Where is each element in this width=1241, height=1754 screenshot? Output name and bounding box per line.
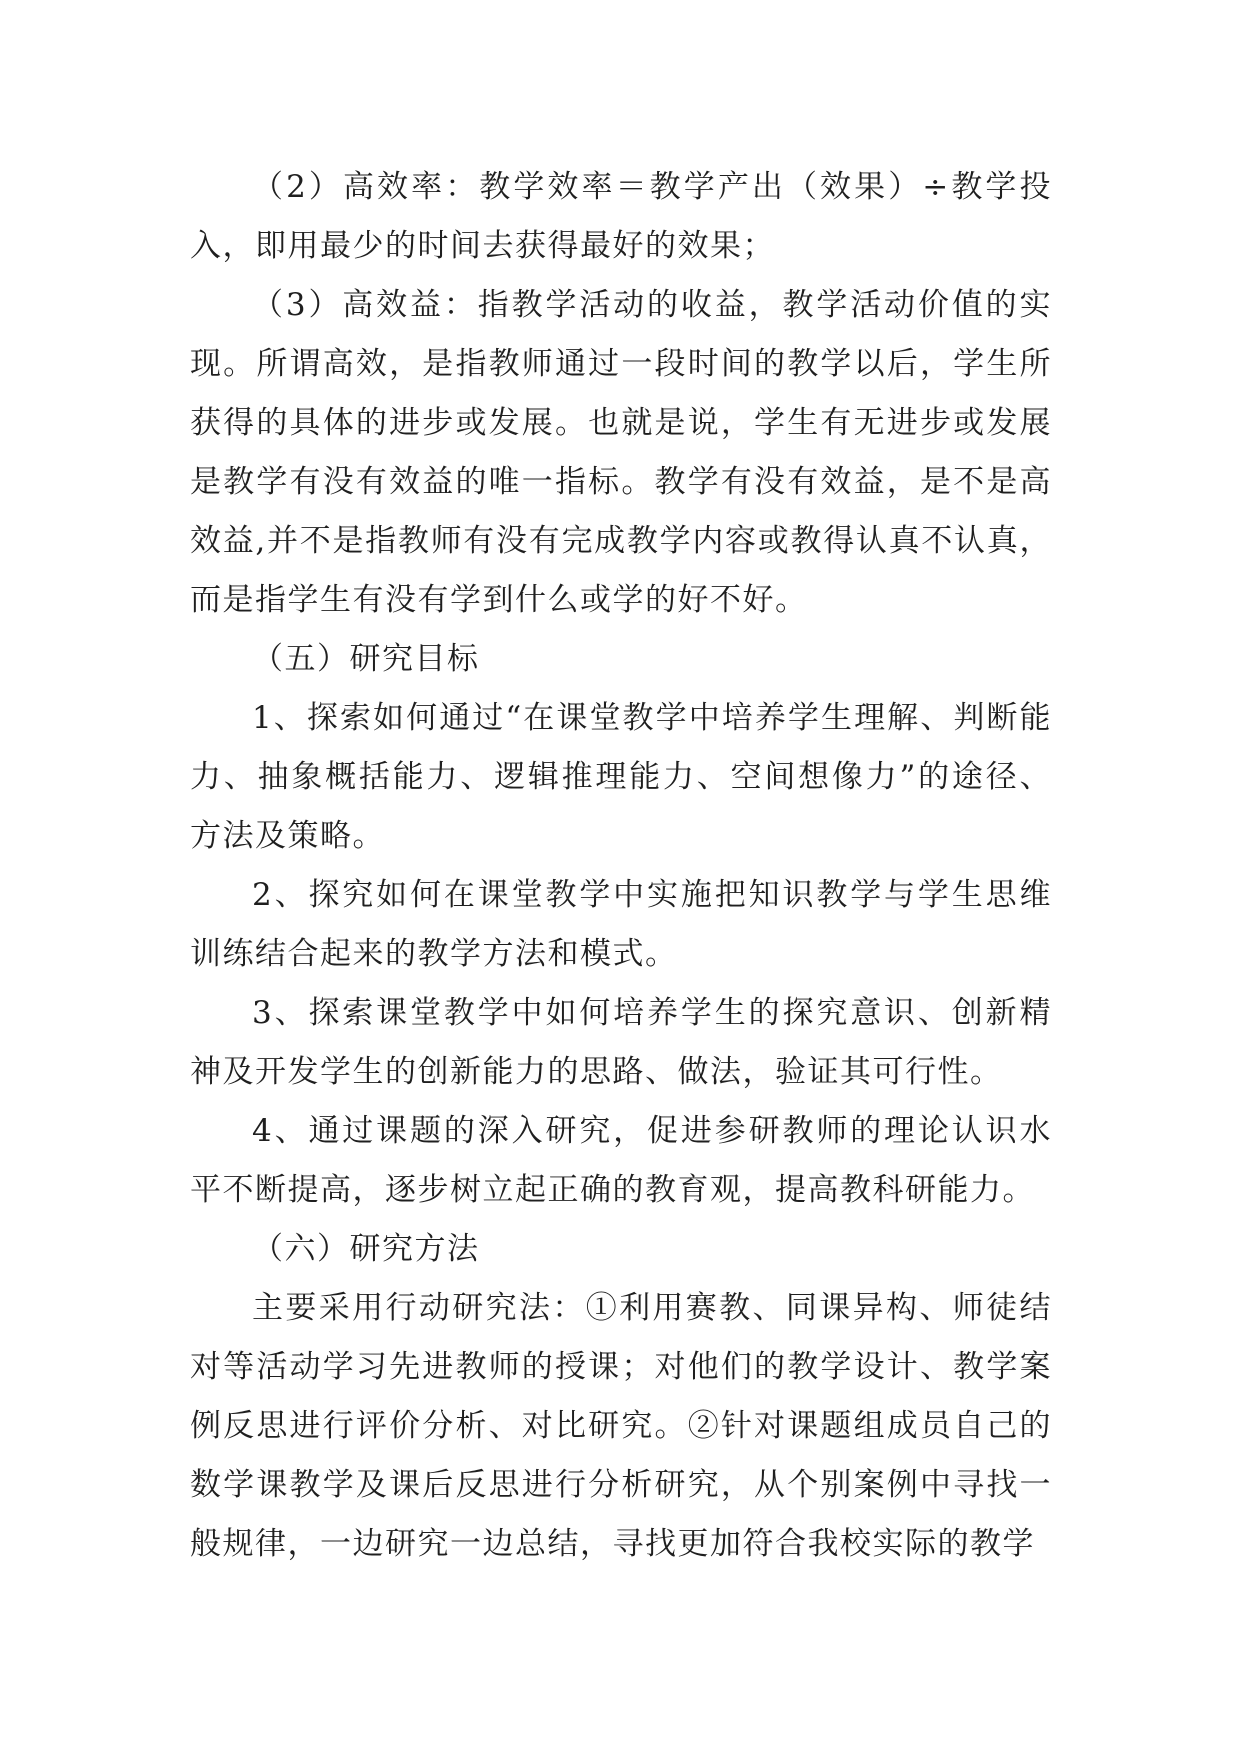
paragraph-goal-4: 4、通过课题的深入研究，促进参研教师的理论认识水平不断提高，逐步树立起正确的教育观，提高教科研能力。 bbox=[190, 1113, 1052, 1208]
paragraph-goal-1: 1、探索如何通过“在课堂教学中培养学生理解、判断能力、抽象概括能力、逻辑推理能力、空间想像力”的途径、方法及策略。 bbox=[190, 700, 1052, 854]
paragraph-goal-3: 3、探索课堂教学中如何培养学生的探究意识、创新精神及开发学生的创新能力的思路、做法，验证其可行性。 bbox=[190, 995, 1052, 1090]
document-body bbox=[190, 158, 1052, 1574]
paragraph-goal-2: 2、探究如何在课堂教学中实施把知识教学与学生思维训练结合起来的教学方法和模式。 bbox=[190, 877, 1052, 972]
paragraph-benefit: （3）高效益：指教学活动的收益，教学活动价值的实现。所谓高效，是指教师通过一段时间的教学以后，学生所获得的具体的进步或发展。也就是说，学生有无进步或发展是教学有没有效益的唯一指标。教学有没有效益，是不是高效益,并不是指教师有没有完成教学内容或教得认真不认真，而是指学生有没有学到什么或学的好不好。 bbox=[190, 287, 1052, 618]
section-heading-research-goals: （五）研究目标 bbox=[252, 641, 480, 677]
section-heading-research-methods: （六）研究方法 bbox=[252, 1231, 480, 1267]
paragraph-efficiency: （2）高效率：教学效率＝教学产出（效果）÷教学投入，即用最少的时间去获得最好的效果； bbox=[190, 169, 1052, 264]
paragraph-methods: 主要采用行动研究法：①利用赛教、同课异构、师徒结对等活动学习先进教师的授课；对他们的教学设计、教学案例反思进行评价分析、对比研究。②针对课题组成员自己的数学课教学及课后反思进行分析研究，从个别案例中寻找一般规律，一边研究一边总结，寻找更加符合我校实际的教学 bbox=[190, 1290, 1052, 1562]
